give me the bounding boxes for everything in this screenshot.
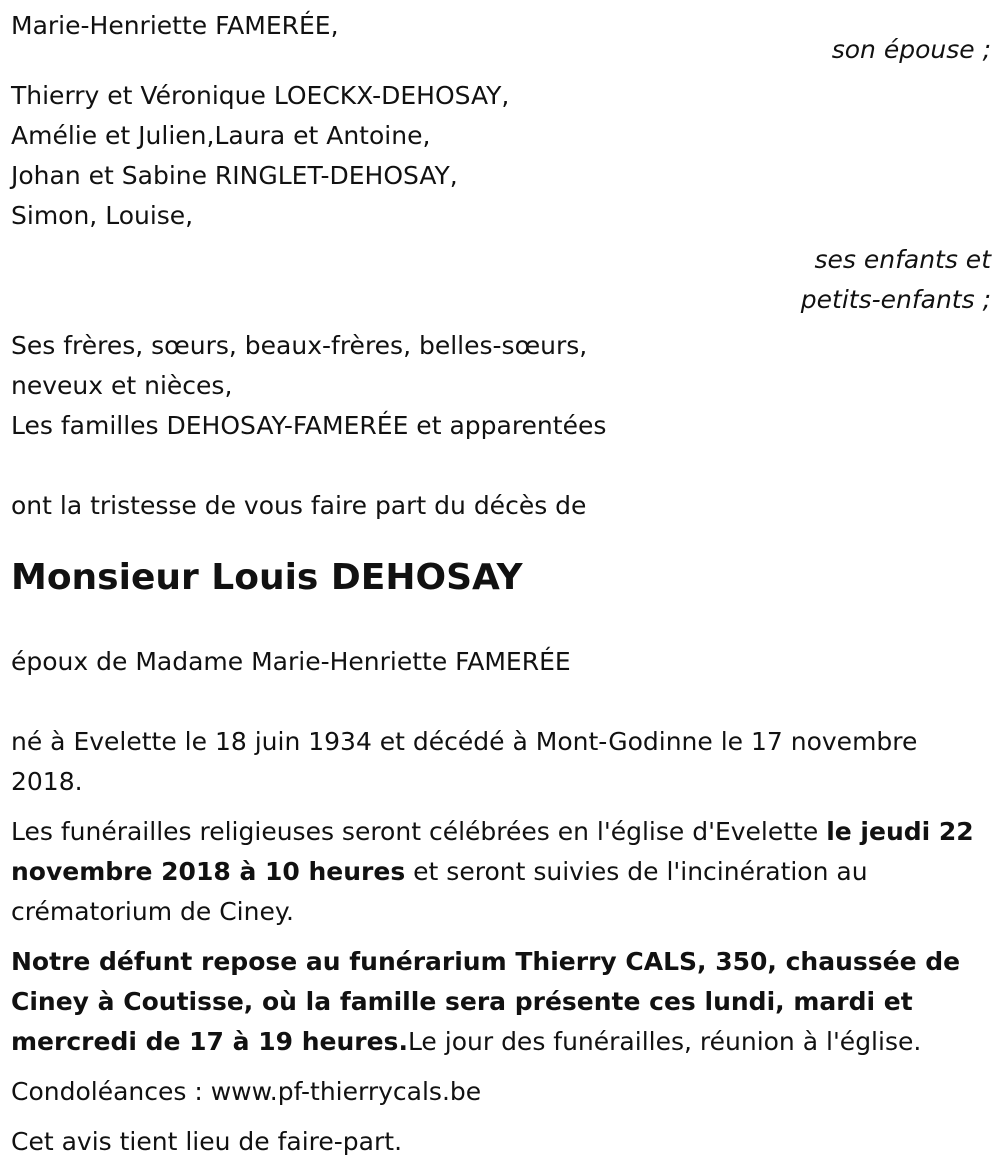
children-line-3: Johan et Sabine RINGLET-DEHOSAY, [11, 161, 458, 190]
condolences-text: Condoléances : www.pf-thierrycals.be [11, 1077, 482, 1106]
children-line-4: Simon, Louise, [11, 201, 194, 230]
children-line-2: Amélie et Julien,Laura et Antoine, [11, 121, 431, 150]
closing-text: Cet avis tient lieu de faire-part. [11, 1127, 403, 1156]
wife-role: son épouse ; [831, 35, 991, 64]
family-line-2: neveux et nièces, [11, 371, 233, 400]
children-line-1: Thierry et Véronique LOECKX-DEHOSAY, [11, 81, 510, 110]
funeral-paragraph [11, 812, 991, 932]
family-line-3: Les familles DEHOSAY-FAMERÉE et apparentées [11, 411, 607, 440]
deceased-name: Monsieur Louis DEHOSAY [11, 557, 523, 598]
announcement-text: ont la tristesse de vous faire part du décès de [11, 491, 587, 520]
funeral-date: le jeudi 22 novembre 2018 à 10 heures [11, 817, 974, 886]
spouse-line: époux de Madame Marie-Henriette FAMERÉE [11, 647, 571, 676]
funeral-text-start: Les funérailles religieuses seront célébrées en l'église d'Evelette [11, 817, 827, 846]
obituary-notice [11, 6, 991, 1172]
birth-death-text: né à Evelette le 18 juin 1934 et décédé à Mont-Godinne le 17 novembre 2018. [11, 727, 918, 796]
wife-name: Marie-Henriette FAMERÉE, [11, 11, 339, 40]
children-role-line-2: petits-enfants ; [800, 285, 991, 314]
visitation-note: Le jour des funérailles, réunion à l'église. [407, 1027, 922, 1056]
visitation-paragraph [11, 942, 991, 1062]
funeral-text-end: et seront suivies de l'incinération au crématorium de Ciney. [11, 857, 868, 926]
family-line-1: Ses frères, sœurs, beaux-frères, belles-sœurs, [11, 331, 588, 360]
visitation-details: Notre défunt repose au funérarium Thierry CALS, 350, chaussée de Ciney à Coutisse, où la famille sera présente ces lundi, mardi et mercredi de 17 à 19 heures. [11, 947, 961, 1056]
children-role-line-1: ses enfants et [814, 245, 991, 274]
